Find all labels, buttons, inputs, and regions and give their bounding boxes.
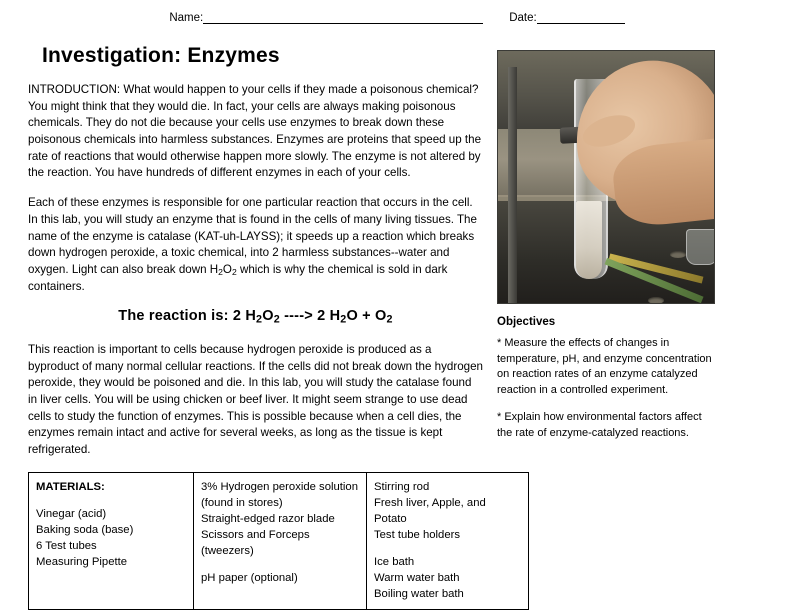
material-item: Straight-edged razor blade — [201, 512, 335, 525]
lab-photo — [497, 50, 715, 304]
material-item: Measuring Pipette — [36, 555, 128, 568]
date-field — [509, 12, 625, 24]
material-item: Warm water bath — [374, 571, 460, 584]
catalase-text-c: which is why the chemical is sold in dark containers. — [28, 262, 448, 293]
material-item: Test tube holders — [374, 528, 461, 541]
catalase-text-a: Each of these enzymes is responsible for one particular reaction that occurs in the cell. In this lab, you will study an enzyme that is found in the cells of many living tissues. The name of the enzyme is catalase (KAT-uh-LAYSS); it speeds up a reaction which breaks down hydrogen peroxide, a toxic chemical, into 2 harmless substances--water and oxygen. Light can also break down H — [28, 196, 477, 276]
material-item: 3% Hydrogen peroxide solution (found in stores) — [201, 480, 358, 509]
table-row — [29, 472, 529, 609]
h2o2-sub-2: 2 — [231, 267, 237, 278]
right-column — [497, 34, 715, 454]
reaction-sub-3: 2 — [340, 313, 347, 326]
left-column — [28, 34, 486, 610]
objective-item: * Explain how environmental factors affect the rate of enzyme-catalyzed reactions. — [497, 411, 702, 440]
material-item: Baking soda (base) — [36, 523, 134, 536]
material-item: Fresh liver, Apple, and Potato — [374, 496, 486, 525]
material-item: pH paper (optional) — [201, 571, 298, 584]
photo-bench-hole — [670, 251, 686, 258]
header-name-date-line — [28, 12, 772, 24]
objectives-heading: Objectives — [497, 316, 556, 328]
catalase-text-b: O — [222, 262, 232, 276]
reaction-equation — [28, 308, 483, 326]
importance-paragraph: This reaction is important to cells because hydrogen peroxide is produced as a byproduct of many normal cellular reactions. If the cells did not break down the hydrogen peroxide, they would be poisoned and die. In this lab, you will study the catalase found in liver cells. You will be using chicken or beef liver. It might seem strange to use dead cells to study the function of enzymes. This is possible because when a cell dies, the enzymes remain intact and active for several weeks, as long as the tissue is kept refrigerated. — [28, 342, 483, 457]
page-title: Investigation: Enzymes — [42, 44, 280, 67]
material-item: 6 Test tubes — [36, 539, 97, 552]
reaction-sub-1: 2 — [256, 313, 263, 326]
photo-glassware — [686, 229, 715, 265]
material-item: Vinegar (acid) — [36, 507, 107, 520]
spacer — [374, 543, 521, 554]
objective-item: * Measure the effects of changes in temperature, pH, and enzyme concentration on reaction rates of an enzyme catalyzed reaction in a controlled experiment. — [497, 337, 712, 396]
photo-ring-stand — [508, 67, 517, 304]
photo-bench-hole — [648, 297, 664, 304]
date-write-line[interactable] — [537, 12, 625, 24]
h2o2-sub-1: 2 — [218, 267, 223, 278]
name-label: Name: — [169, 12, 204, 24]
material-item: Boiling water bath — [374, 587, 464, 600]
name-field — [169, 12, 483, 24]
material-item: Stirring rod — [374, 480, 430, 493]
reaction-arrow: ----> 2 H — [279, 308, 341, 325]
reaction-mid-1: O — [262, 308, 274, 325]
material-item: Ice bath — [374, 555, 415, 568]
materials-cell-3 — [367, 472, 529, 609]
materials-cell-1 — [29, 472, 194, 609]
material-item: Scissors and Forceps (tweezers) — [201, 528, 310, 557]
document-body — [28, 34, 772, 610]
name-write-line[interactable] — [203, 12, 483, 24]
photo-foam-column — [576, 201, 602, 279]
materials-table — [28, 472, 529, 610]
catalase-paragraph — [28, 195, 483, 295]
reaction-mid-2: O + O — [346, 308, 387, 325]
materials-heading: MATERIALS: — [36, 480, 105, 493]
spacer — [36, 495, 186, 506]
intro-paragraph: INTRODUCTION: What would happen to your cells if they made a poisonous chemical? You might think that they would die. In fact, your cells are always making poisonous chemicals. They do not die because your cells use enzymes to break down these poisonous chemicals into harmless substances. Enzymes are proteins that speed up the rate of reactions that would otherwise happen more slowly. The enzyme is not altered by the reaction. You have hundreds of different enzymes in each of your cells. — [28, 83, 482, 180]
spacer — [201, 559, 359, 570]
date-label: Date: — [509, 12, 537, 24]
reaction-sub-4: 2 — [386, 313, 393, 326]
materials-cell-2 — [194, 472, 367, 609]
reaction-sub-2: 2 — [273, 313, 280, 326]
reaction-prefix: The reaction is: 2 H — [118, 308, 257, 325]
